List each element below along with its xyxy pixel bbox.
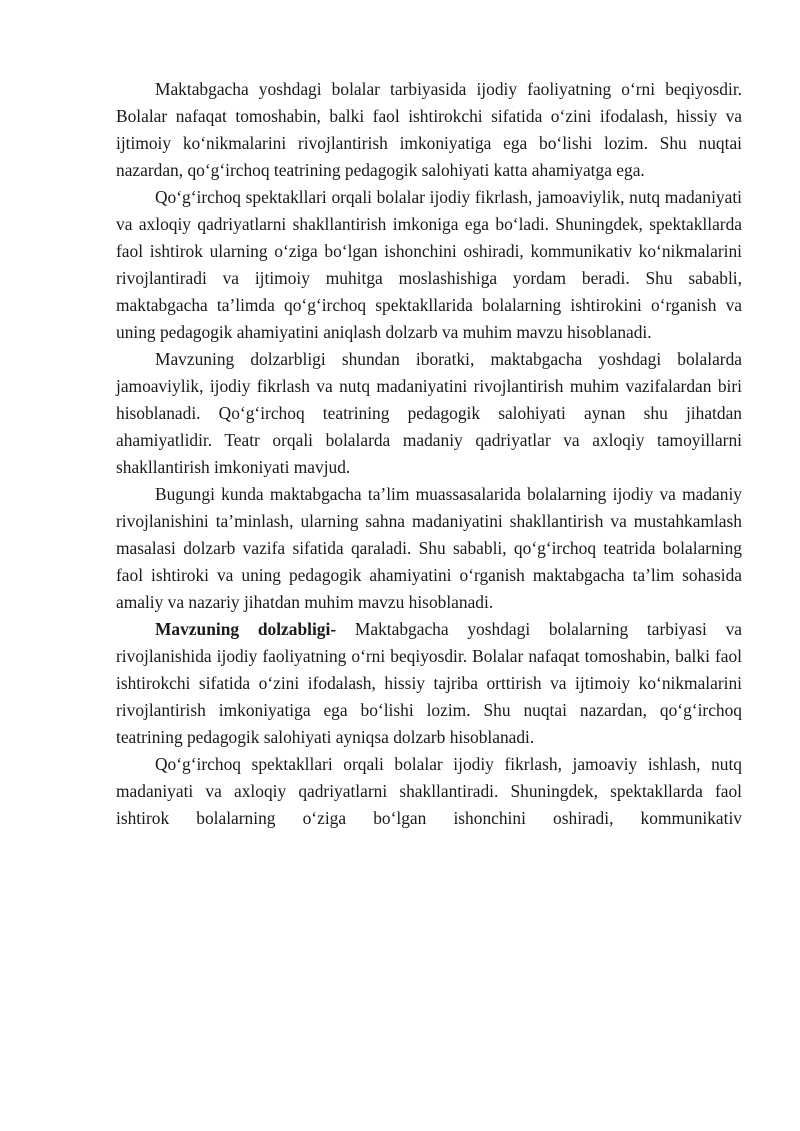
document-body <box>116 76 742 832</box>
paragraph-1 <box>116 76 742 184</box>
paragraph-5-bold-heading: Mavzuning dolzabligi- <box>155 619 337 639</box>
paragraph-4-text: Bugungi kunda maktabgacha ta’lim muassasalarida bolalarning ijodiy va madaniy rivojlanishini ta’minlash, ularning sahna madaniyatini shakllantirish va mustahkamlash masalasi dolzarb vazifa sifatida qaraladi. Shu sababli, qo‘g‘irchoq teatrida bolalarning faol ishtiroki va uning pedagogik ahamiyatini o‘rganish maktabgacha ta’lim sohasida amaliy va nazariy jihatdan muhim mavzu hisoblanadi. <box>116 484 742 612</box>
paragraph-4 <box>116 481 742 616</box>
paragraph-3-text: Mavzuning dolzarbligi shundan iboratki, maktabgacha yoshdagi bolalarda jamoaviylik, ijodiy fikrlash va nutq madaniyatini rivojlantirish muhim vazifalardan biri hisoblanadi. Qo‘g‘irchoq teatrining pedagogik salohiyati aynan shu jihatdan ahamiyatlidir. Teatr orqali bolalarda madaniy qadriyatlar va axloqiy tamoyillarni shakllantirish imkoniyati mavjud. <box>116 349 742 477</box>
paragraph-5-text: Maktabgacha yoshdagi bolalarning tarbiyasi va rivojlanishida ijodiy faoliyatning o‘rni beqiyosdir. Bolalar nafaqat tomoshabin, balki faol ishtirokchi sifatida o‘zini ifodalash, hissiy tajriba orttirish va ijtimoiy ko‘nikmalarini rivojlantirish imkoniyatiga ega bo‘lishi lozim. Shu nuqtai nazardan, qo‘g‘irchoq teatrining pedagogik salohiyati ayniqsa dolzarb hisoblanadi. <box>116 619 742 747</box>
paragraph-1-text: Maktabgacha yoshdagi bolalar tarbiyasida ijodiy faoliyatning o‘rni beqiyosdir. Bolalar nafaqat tomoshabin, balki faol ishtirokchi sifatida o‘zini ifodalash, hissiy va ijtimoiy ko‘nikmalarini rivojlantirish imkoniyatiga ega bo‘lishi lozim. Shu nuqtai nazardan, qo‘g‘irchoq teatrining pedagogik salohiyati katta ahamiyatga ega. <box>116 79 742 180</box>
paragraph-2 <box>116 184 742 346</box>
paragraph-2-text: Qo‘g‘irchoq spektakllari orqali bolalar ijodiy fikrlash, jamoaviylik, nutq madaniyati va axloqiy qadriyatlarni shakllantirish imkoniga ega bo‘ladi. Shuningdek, spektakllarda faol ishtirok ularning o‘ziga bo‘lgan ishonchini oshiradi, kommunikativ ko‘nikmalarini rivojlantiradi va ijtimoiy muhitga moslashishiga yordam beradi. Shu sababli, maktabgacha ta’limda qo‘g‘irchoq spektakllarida bolalarning ishtirokini o‘rganish va uning pedagogik ahamiyatini aniqlash dolzarb va muhim mavzu hisoblanadi. <box>116 187 742 342</box>
paragraph-3 <box>116 346 742 481</box>
paragraph-6-text: Qo‘g‘irchoq spektakllari orqali bolalar ijodiy fikrlash, jamoaviy ishlash, nutq madaniyati va axloqiy qadriyatlarni shakllantiradi. Shuningdek, spektakllarda faol ishtirok bolalarning o‘ziga bo‘lgan ishonchini oshiradi, kommunikativ <box>116 754 742 828</box>
paragraph-5 <box>116 616 742 751</box>
paragraph-6 <box>116 751 742 832</box>
